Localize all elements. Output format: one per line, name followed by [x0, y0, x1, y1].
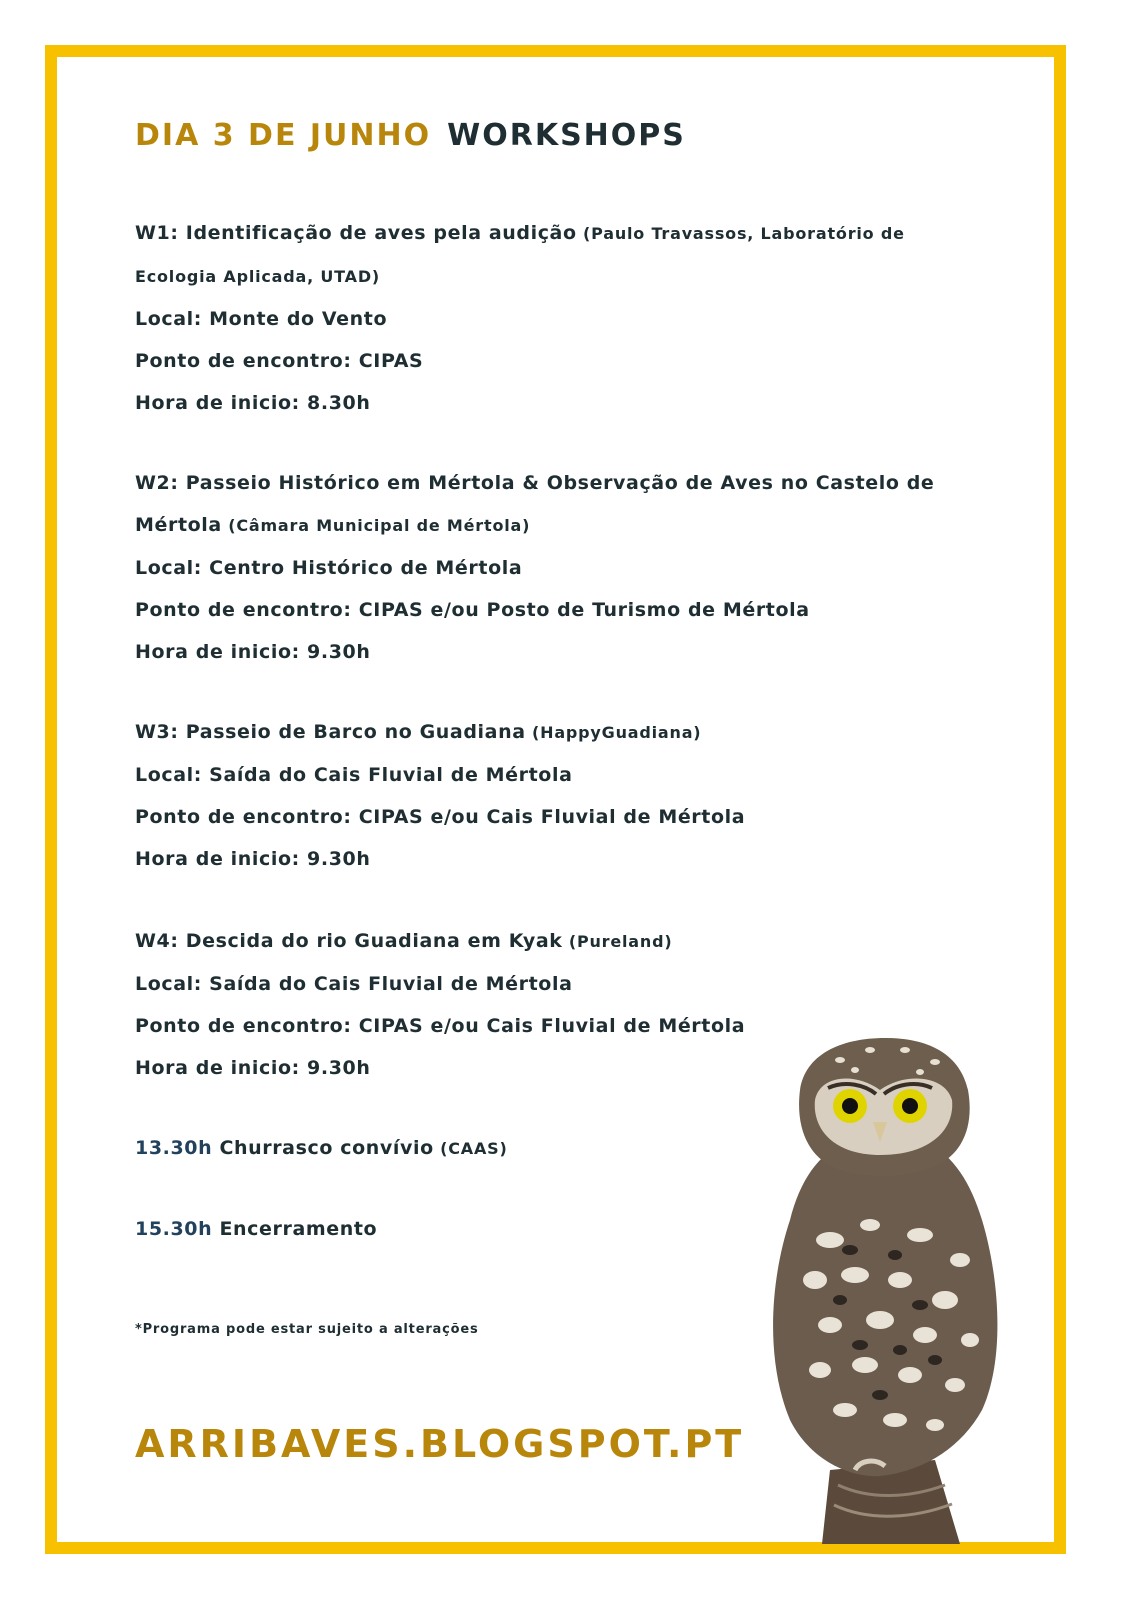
workshop-title [135, 711, 1035, 754]
workshop-title-cont [135, 504, 1035, 547]
workshop-start-time: Hora de inicio: 8.30h [135, 392, 371, 414]
workshop-local: Local: Saída do Cais Fluvial de Mértola [135, 973, 573, 995]
website-url[interactable]: ARRIBAVES.BLOGSPOT.PT [135, 1422, 745, 1466]
workshop-organizer: (Câmara Municipal de Mértola) [221, 516, 531, 535]
workshop-title-main: W3: Passeio de Barco no Guadiana [135, 721, 526, 743]
workshop-local: Local: Centro Histórico de Mértola [135, 557, 523, 579]
schedule-text: Encerramento [212, 1218, 378, 1240]
workshop-title: W2: Passeio Histórico em Mértola & Observação de Aves no Castelo de [135, 472, 935, 494]
schedule-time: 15.30h [135, 1218, 213, 1240]
workshop-organizer: (Pureland) [562, 932, 673, 951]
page-heading [135, 118, 686, 153]
heading-date: DIA 3 DE JUNHO [135, 118, 432, 153]
workshop-start-time: Hora de inicio: 9.30h [135, 1057, 371, 1079]
workshop-meeting-point: Ponto de encontro: CIPAS e/ou Cais Fluvial de Mértola [135, 806, 746, 828]
owl-icon [760, 1030, 1020, 1544]
workshop-organizer: (Paulo Travassos, Laboratório de [576, 224, 905, 243]
workshop-w3 [135, 711, 1035, 880]
workshop-start-time: Hora de inicio: 9.30h [135, 641, 371, 663]
workshop-title-main: W1: Identificação de aves pela audição [135, 222, 577, 244]
disclaimer-note: *Programa pode estar sujeito a alterações [135, 1322, 479, 1337]
workshop-organizer-cont: Ecologia Aplicada, UTAD) [135, 267, 381, 286]
schedule-organizer: (CAAS) [433, 1139, 508, 1158]
workshop-local: Local: Saída do Cais Fluvial de Mértola [135, 764, 573, 786]
workshop-local: Local: Monte do Vento [135, 308, 388, 330]
workshop-meeting-point: Ponto de encontro: CIPAS [135, 350, 424, 372]
schedule-text: Churrasco convívio [212, 1137, 434, 1159]
workshop-start-time: Hora de inicio: 9.30h [135, 848, 371, 870]
workshop-meeting-point: Ponto de encontro: CIPAS e/ou Cais Fluvial de Mértola [135, 1015, 746, 1037]
workshop-title-main: W4: Descida do rio Guadiana em Kyak [135, 930, 563, 952]
heading-section: WORKSHOPS [447, 118, 686, 153]
workshop-title [135, 212, 1035, 255]
workshop-w1 [135, 212, 1035, 424]
workshop-title-main: Mértola [135, 514, 222, 536]
workshop-title [135, 920, 1035, 963]
owl-body [773, 1140, 997, 1476]
workshop-w2 [135, 462, 1035, 673]
workshop-organizer: (HappyGuadiana) [525, 723, 702, 742]
workshop-meeting-point: Ponto de encontro: CIPAS e/ou Posto de Turismo de Mértola [135, 599, 810, 621]
workshop-title-cont [135, 255, 1035, 298]
schedule-time: 13.30h [135, 1137, 213, 1159]
